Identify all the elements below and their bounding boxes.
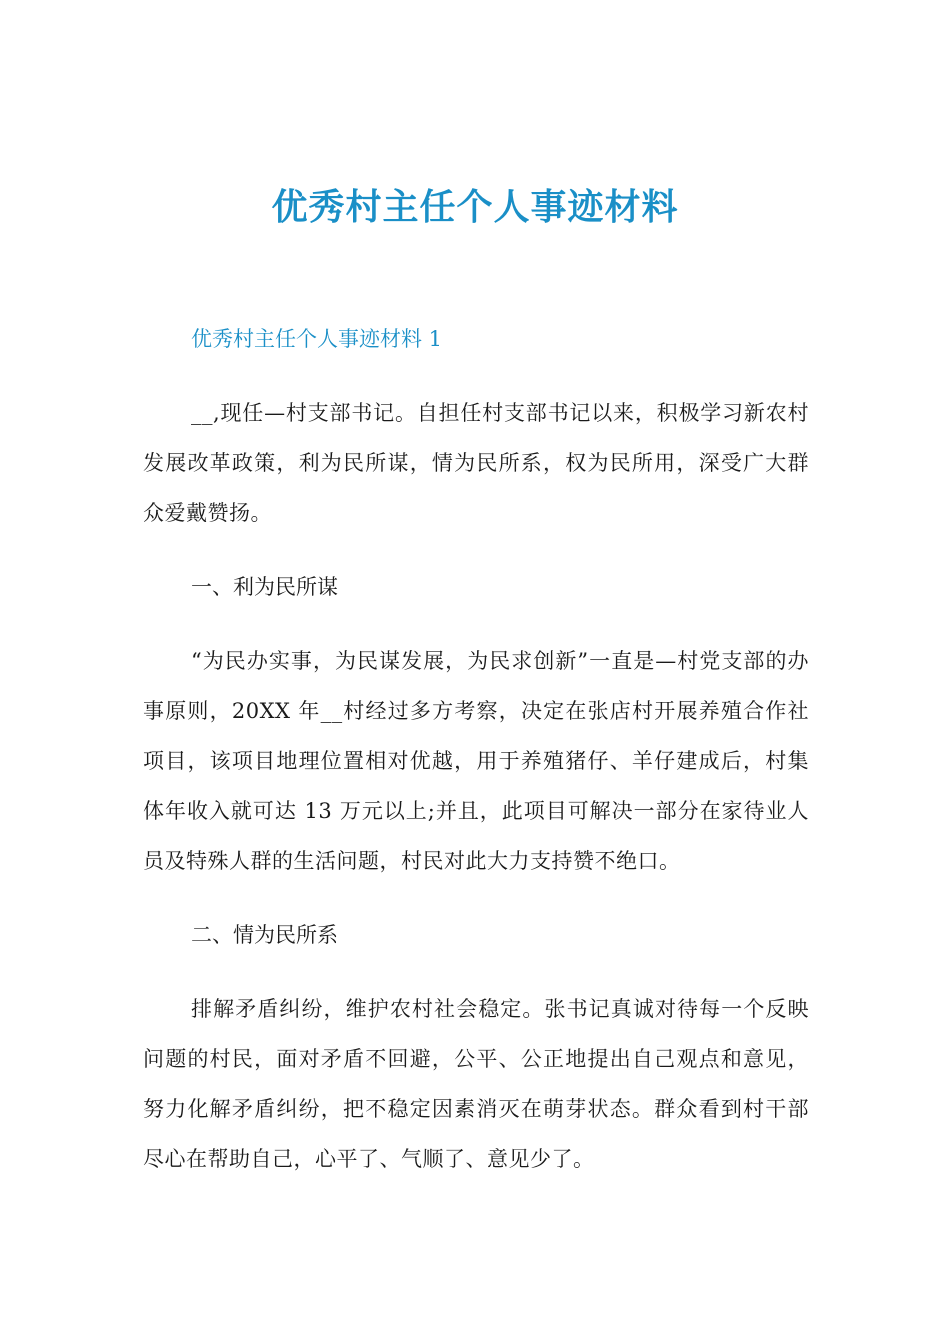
section-2-paragraph: 排解矛盾纠纷，维护农村社会稳定。张书记真诚对待每一个反映问题的村民，面对矛盾不回避，公平、公正地提出自己观点和意见，努力化解矛盾纠纷，把不稳定因素消灭在萌芽状态。群众看到村干部尽心在帮助自己，心平了、气顺了、意见少了。 <box>143 997 809 1171</box>
section-heading-1: 一、利为民所谋 <box>191 575 338 599</box>
section-subtitle: 优秀村主任个人事迹材料 1 <box>191 327 443 351</box>
document-body <box>143 318 809 1212</box>
section-heading-2: 二、情为民所系 <box>191 923 338 947</box>
intro-paragraph: __,现任—村支部书记。自担任村支部书记以来，积极学习新农村发展改革政策，利为民所谋，情为民所系，权为民所用，深受广大群众爱戴赞扬。 <box>143 401 809 525</box>
section-1-paragraph: “为民办实事，为民谋发展，为民求创新”一直是—村党支部的办事原则，20XX 年__村经过多方考察，决定在张店村开展养殖合作社项目，该项目地理位置相对优越，用于养殖猪仔、羊仔建成后，村集体年收入就可达 13 万元以上;并且，此项目可解决一部分在家待业人员及特殊人群的生活问题，村民对此大力支持赞不绝口。 <box>143 649 809 873</box>
document-title: 优秀村主任个人事迹材料 <box>271 187 679 228</box>
